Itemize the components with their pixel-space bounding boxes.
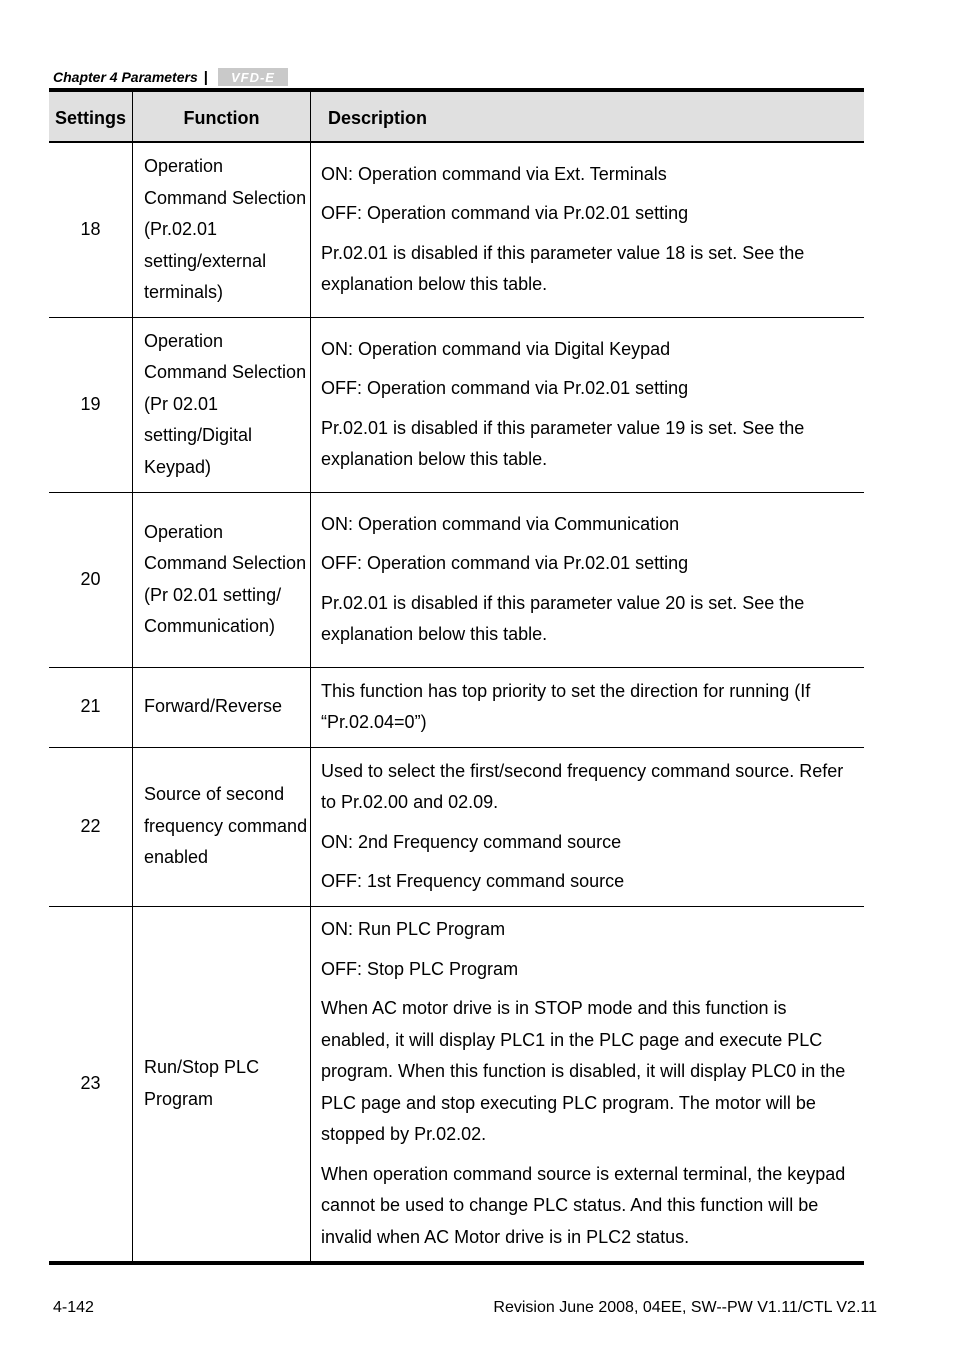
page-header — [53, 66, 288, 88]
function-name: Operation Command Selection (Pr 02.01 setting/Digital Keypad) — [133, 317, 311, 492]
description-paragraph: ON: Operation command via Communication — [321, 513, 680, 534]
table-row — [49, 317, 864, 492]
description-paragraph: Pr.02.01 is disabled if this parameter value 19 is set. See the explanation below this table. — [321, 417, 805, 469]
description-paragraph: ON: 2nd Frequency command source — [321, 831, 622, 852]
function-name: Forward/Reverse — [133, 667, 311, 747]
page-number: 4-142 — [53, 1299, 94, 1316]
chapter-title: Chapter 4 Parameters — [53, 69, 198, 85]
table-header-row — [49, 90, 864, 142]
description-paragraph: OFF: Operation command via Pr.02.01 setting — [321, 553, 689, 573]
setting-value: 20 — [49, 492, 133, 667]
description-paragraph: Pr.02.01 is disabled if this parameter value 20 is set. See the explanation below this table. — [321, 592, 805, 644]
description-paragraph: ON: Run PLC Program — [321, 919, 506, 940]
header-separator: | — [203, 68, 208, 86]
description-paragraph: Pr.02.01 is disabled if this parameter value 18 is set. See the explanation below this table. — [321, 242, 805, 295]
setting-value: 21 — [49, 667, 133, 747]
function-name: Run/Stop PLC Program — [133, 906, 311, 1263]
description-paragraph: OFF: Stop PLC Program — [321, 958, 519, 979]
setting-value: 19 — [49, 317, 133, 492]
description-column-header: Description — [328, 107, 428, 128]
revision-info: Revision June 2008, 04EE, SW--PW V1.11/CTL V2.11 — [493, 1299, 877, 1316]
table-row — [49, 667, 864, 747]
description-paragraph: OFF: 1st Frequency command source — [321, 871, 625, 891]
settings-column-header: Settings — [49, 90, 133, 142]
description-paragraph: OFF: Operation command via Pr.02.01 setting — [321, 203, 689, 224]
function-description — [311, 142, 865, 317]
description-paragraph: OFF: Operation command via Pr.02.01 setting — [321, 378, 689, 398]
description-paragraph: ON: Operation command via Ext. Terminals — [321, 163, 667, 184]
table-row — [49, 492, 864, 667]
parameter-settings-table — [49, 88, 864, 1265]
setting-value: 18 — [49, 142, 133, 317]
function-description — [311, 747, 865, 906]
function-name: Operation Command Selection (Pr 02.01 setting/ Communication) — [133, 492, 311, 667]
table-row — [49, 747, 864, 906]
setting-value: 22 — [49, 747, 133, 906]
function-column-header: Function — [133, 90, 311, 142]
vfd-e-logo: VFD-E — [218, 68, 288, 86]
description-paragraph: Used to select the first/second frequency command source. Refer to Pr.02.00 and 02.09. — [321, 760, 844, 812]
function-name: Operation Command Selection (Pr.02.01 setting/external terminals) — [133, 142, 311, 317]
function-description — [311, 906, 865, 1263]
function-description — [311, 492, 865, 667]
function-description — [311, 317, 865, 492]
description-paragraph: ON: Operation command via Digital Keypad — [321, 338, 671, 359]
setting-value: 23 — [49, 906, 133, 1263]
function-name: Source of second frequency command enabled — [133, 747, 311, 906]
description-paragraph: When operation command source is external terminal, the keypad cannot be used to change PLC status. And this function will be invalid when AC Motor drive is in PLC2 status. — [321, 1163, 846, 1247]
table-row — [49, 906, 864, 1263]
function-description — [311, 667, 865, 747]
description-paragraph: This function has top priority to set the direction for running (If “Pr.02.04=0”) — [321, 680, 811, 732]
table-row — [49, 142, 864, 317]
description-paragraph: When AC motor drive is in STOP mode and this function is enabled, it will display PLC1 in the PLC page and execute PLC program. When this function is disabled, it will display PLC0 in the PLC page and stop executing PLC program. The motor will be stopped by Pr.02.02. — [321, 998, 846, 1145]
